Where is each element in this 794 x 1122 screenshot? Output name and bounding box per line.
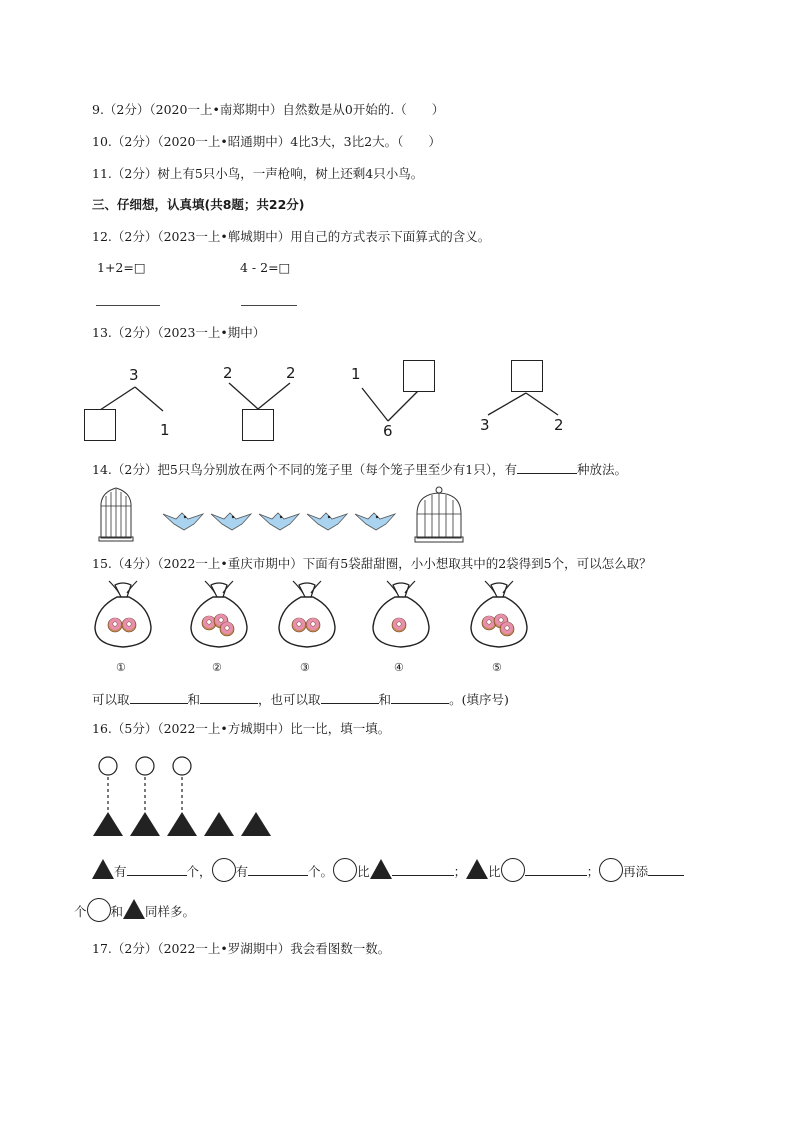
circle-icon [212, 858, 236, 882]
birdcage-icon [413, 486, 465, 544]
triangle-icon [123, 899, 145, 919]
circle-icon [599, 858, 623, 882]
answer-blank[interactable] [648, 863, 684, 876]
donut-bag-icon [187, 579, 251, 651]
answer-blank[interactable] [517, 461, 577, 474]
tree1-right: 1 [160, 421, 170, 439]
answer-blank[interactable] [392, 863, 454, 876]
circle-icon [170, 756, 194, 816]
tree2-right: 2 [286, 364, 296, 382]
fill-prefix: 可以取 [92, 692, 130, 707]
donut-icon [220, 622, 234, 636]
answer-blank[interactable] [525, 863, 587, 876]
tree1-top: 3 [129, 366, 139, 384]
bag-label: ② [212, 661, 222, 674]
tree4-left: 3 [480, 416, 490, 434]
question-13: 13.（2分）（2023一上•期中） [92, 325, 266, 340]
question-11: 11.（2分）树上有5只小鸟，一声枪响，树上还剩4只小鸟。 [92, 166, 424, 181]
bird-icon [160, 506, 206, 534]
triangle-icon [466, 859, 488, 879]
fill-suffix: 。(填序号) [449, 692, 509, 707]
triangle-icon [370, 859, 392, 879]
text-he: 和 [110, 904, 124, 919]
tree4-right: 2 [554, 416, 564, 434]
donut-bag-icon [275, 579, 339, 651]
birdcage-icon [98, 486, 134, 542]
bird-icon [208, 506, 254, 534]
fill-and: 和 [187, 692, 201, 707]
tree3-bottom: 6 [383, 422, 393, 440]
bird-icon [352, 506, 398, 534]
circle-icon [133, 756, 157, 816]
question-16-fill-line2 [74, 898, 195, 922]
bag-label: ③ [300, 661, 310, 674]
tree2-left: 2 [223, 364, 233, 382]
answer-blank[interactable] [321, 691, 379, 704]
text-bi: 比 [488, 864, 501, 879]
text-semicolon: ； [453, 864, 467, 879]
equation-1: 1+2=□ [97, 260, 146, 275]
circle-icon [87, 898, 111, 922]
question-9: 9.（2分）（2020一上•南郑期中）自然数是从0开始的.（ ） [92, 102, 445, 117]
text-ge: 个。 [308, 864, 334, 879]
answer-blank[interactable] [248, 863, 308, 876]
tree3-left: 1 [351, 365, 361, 383]
bag-label: ⑤ [492, 661, 502, 674]
fill-and: 和 [378, 692, 392, 707]
donut-icon [202, 616, 216, 630]
question-14 [92, 461, 627, 478]
text-bi: 比 [357, 864, 370, 879]
question-12: 12.（2分）（2023一上•郸城期中）用自己的方式表示下面算式的含义。 [92, 229, 491, 244]
triangle-icon [240, 811, 272, 837]
tree2-blank-box[interactable] [242, 409, 274, 441]
donut-bag-icon [91, 579, 155, 651]
bag-label: ④ [394, 661, 404, 674]
fill-mid: ，也可以取 [258, 692, 321, 707]
question-10: 10.（2分）（2020一上•昭通期中）4比3大，3比2大。（ ） [92, 134, 441, 149]
text-ge: 个 [74, 904, 87, 919]
donut-bag-icon [369, 579, 433, 651]
question-17: 17.（2分）（2022一上•罗湖期中）我会看图数一数。 [92, 941, 391, 956]
donut-icon [392, 618, 406, 632]
question-15: 15.（4分）（2022一上•重庆市期中）下面有5袋甜甜圈，小小想取其中的2袋得到5个，可以怎么取？ [92, 556, 652, 571]
circle-icon [501, 858, 525, 882]
answer-blank[interactable] [391, 691, 449, 704]
triangle-icon [166, 811, 198, 837]
bird-icon [256, 506, 302, 534]
text-ge: 个， [186, 864, 212, 879]
triangle-icon [203, 811, 235, 837]
question-15-fill [92, 690, 509, 708]
text-you: 有 [235, 864, 249, 879]
section-title: 三、仔细想，认真填(共8题；共22分) [92, 197, 305, 212]
triangle-icon [92, 859, 114, 879]
question-16: 16.（5分）（2022一上•方城期中）比一比，填一填。 [92, 721, 391, 736]
donut-icon [122, 618, 136, 632]
text-you: 有 [114, 864, 127, 879]
donut-icon [306, 618, 320, 632]
answer-blank[interactable] [200, 691, 258, 704]
question-14-text-b: 种放法。 [577, 462, 628, 477]
question-14-text-a: 14.（2分）把5只鸟分别放在两个不同的笼子里（每个笼子里至少有1只），有 [92, 462, 517, 477]
question-16-fill-line1 [92, 858, 684, 882]
equation-2: 4 - 2=□ [240, 260, 291, 275]
bird-icon [304, 506, 350, 534]
circle-icon [96, 756, 120, 816]
text-semicolon: ； [586, 864, 600, 879]
donut-icon [500, 622, 514, 636]
donut-bag-icon [467, 579, 531, 651]
tree4-blank-box[interactable] [511, 360, 543, 392]
text-zaitian: 再添 [623, 864, 649, 879]
circle-icon [333, 858, 357, 882]
triangle-icon [129, 811, 161, 837]
answer-line-2[interactable] [241, 305, 297, 306]
answer-line-1[interactable] [96, 305, 160, 306]
tree1-blank-box[interactable] [84, 409, 116, 441]
bag-label: ① [116, 661, 126, 674]
triangle-icon [92, 811, 124, 837]
donut-icon [292, 618, 306, 632]
donut-icon [108, 618, 122, 632]
tree3-blank-box[interactable] [403, 360, 435, 392]
text-tongyangduo: 同样多。 [145, 904, 196, 919]
donut-icon [482, 616, 496, 630]
answer-blank[interactable] [127, 863, 187, 876]
answer-blank[interactable] [130, 691, 188, 704]
